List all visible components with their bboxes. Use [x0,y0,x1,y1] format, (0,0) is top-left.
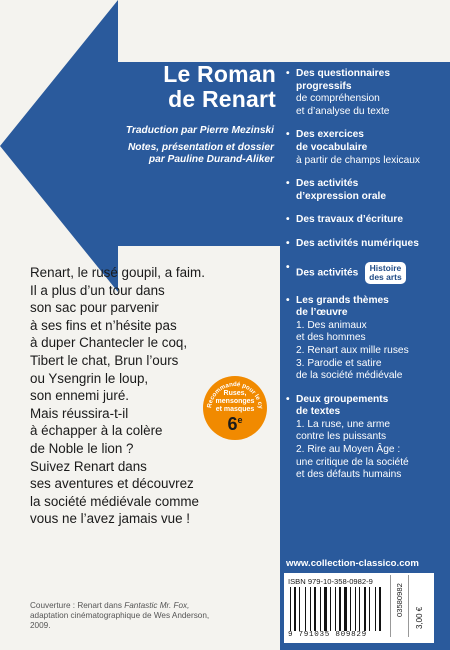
bullet-icon: • [286,393,290,405]
feature-head: Des exercices [296,129,364,141]
barcode-bar [359,587,360,631]
sticker-theme-line: Ruses, [223,390,247,397]
barcode-bar [330,587,331,631]
barcode-bar [324,587,327,631]
barcode-bar [369,587,370,631]
barcode-bar [379,587,381,631]
feature-groupements [286,394,448,482]
summary-line: son ennemi juré. [30,388,129,404]
barcode-digits: 9 791035 809829 [288,631,367,639]
cover-credit-prefix: Couverture : Renart dans [30,601,125,610]
feature-numeriques [286,238,448,251]
feature-head: Des activités numériques [296,237,419,249]
product-code: 03580982 [395,583,404,617]
barcode-bar [294,587,296,631]
group-item: 2. Rire au Moyen Âge : [296,444,401,456]
histoire-des-arts-badge [365,262,406,284]
summary-line: Il a plus d’un tour dans [30,282,165,298]
feature-head: Des questionnaires [296,68,390,79]
bullet-icon: • [286,214,290,226]
barcode-bar [290,587,291,631]
group-item: contre les puissants [296,431,387,443]
group-item: 1. La ruse, une arme [296,418,391,430]
summary-line: à duper Chantecler le coq, [30,335,188,351]
features-list [286,68,448,493]
bullet-icon: • [286,237,290,249]
theme-item: et des hommes [296,332,366,344]
barcode-bar [355,587,356,631]
barcode-bar [314,587,316,631]
barcode-bar [299,587,300,631]
cover-credit-line: adaptation cinématographique de Wes Anderson, [30,611,210,620]
barcode-bar [339,587,341,631]
feature-head: Deux groupements [296,393,389,405]
barcode-bar [344,587,347,631]
divider [408,575,409,637]
summary-line: de Noble le lion ? [30,440,134,456]
summary-line: son sac pour parvenir [30,300,159,316]
feature-questionnaires [286,68,448,118]
price: 3,00 € [415,606,424,629]
barcode-bar [305,587,306,631]
barcode-icon [288,587,386,631]
feature-head: de vocabulaire [296,141,368,153]
summary-line: ses aventures et découvrez [30,476,194,492]
feature-histoire-arts [286,262,448,284]
barcode-bar [375,587,376,631]
bullet-icon: • [286,261,290,273]
grade-suffix: e [237,415,243,425]
notes-line-2: par Pauline Durand-Aliker [148,154,274,165]
book-title [126,62,276,112]
group-item: et des défauts humains [296,469,402,481]
badge-line-2: des arts [369,271,402,282]
feature-head: de textes [296,406,341,418]
sticker-recommend-text: Recommandé pour le cy [206,380,265,410]
feature-themes [286,295,448,383]
feature-orale [286,178,448,203]
summary-line: vous ne l’avez jamais vue ! [30,511,191,527]
sticker-theme-line: et masques [215,406,255,413]
summary-line: Suivez Renart dans [30,458,147,474]
feature-head: de l’œuvre [296,307,348,319]
summary-line: à ses fins et n’hésite pas [30,317,177,333]
title-line-2: de Renart [168,86,276,112]
summary-line: Tibert le chat, Brun l’ours [30,352,179,368]
feature-sub: et d’analyse du texte [296,105,390,117]
feature-head: progressifs [296,80,352,92]
summary-line: ou Ysengrin le loup, [30,370,149,386]
cover-credit [30,601,280,631]
theme-item: de la société médiévale [296,370,403,382]
barcode-bar [350,587,351,631]
feature-head: d’expression orale [296,190,387,202]
summary-line: à échapper à la colère [30,423,163,439]
feature-sub: de compréhension [296,93,380,105]
cover-credit-film: Fantastic Mr. Fox, [124,601,190,610]
isbn-text: ISBN 979-10-358-0982-9 [288,577,373,586]
website-url: www.collection-classico.com [286,558,419,569]
feature-head: Les grands thèmes [296,294,389,306]
bullet-icon: • [286,178,290,190]
notes-line-1: Notes, présentation et dossier [127,141,274,153]
theme-item: 3. Parodie et satire [296,357,382,369]
feature-head: Des activités [296,267,359,279]
theme-item: 2. Renart aux mille ruses [296,344,409,356]
feature-sub: à partir de champs lexicaux [296,154,421,166]
isbn-barcode-box [284,573,434,643]
divider [390,575,391,637]
bullet-icon: • [286,129,290,141]
sticker-theme [213,390,257,414]
barcode-bar [364,587,366,631]
recommendation-sticker [203,376,267,440]
grade-number: 6 [227,414,238,434]
group-item: une critique de la société [296,456,409,468]
sticker-grade [203,414,267,435]
title-line-1: Le Roman [163,61,276,87]
feature-ecriture [286,214,448,227]
bullet-icon: • [286,294,290,306]
summary-line: Renart, le rusé goupil, a faim. [30,265,205,280]
notes-credit [104,142,274,167]
bullet-icon: • [286,68,290,79]
summary-line: la société médiévale comme [30,493,199,509]
badge-line-1: Histoire [369,262,402,273]
feature-head: Des activités [296,178,359,190]
barcode-bar [320,587,321,631]
cover-credit-line: 2009. [30,621,51,630]
credits [104,125,274,171]
translation-credit: Traduction par Pierre Mezinski [125,125,274,136]
sticker-theme-line: mensonges [215,398,255,405]
feature-vocabulaire [286,129,448,167]
summary-line: Mais réussira-t-il [30,405,129,421]
barcode-bar [310,587,311,631]
feature-head: Des travaux d’écriture [296,214,404,226]
barcode-bar [335,587,336,631]
theme-item: 1. Des animaux [296,319,367,331]
